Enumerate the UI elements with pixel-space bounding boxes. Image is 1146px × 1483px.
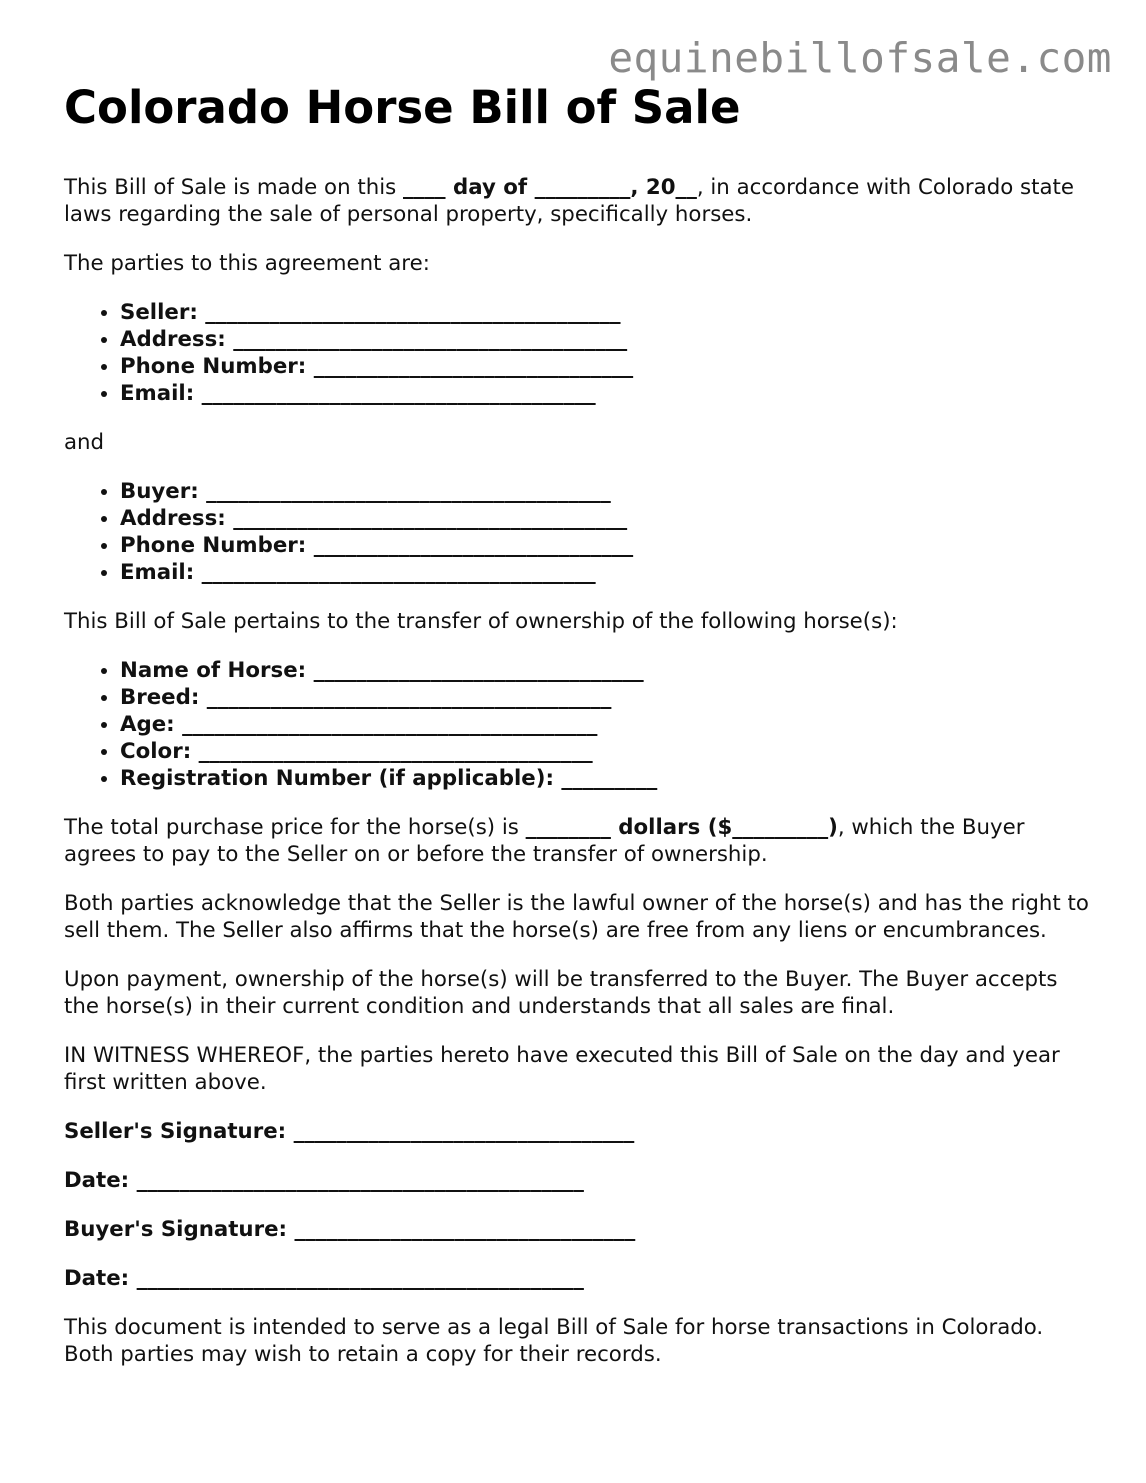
intro-paragraph [64, 174, 1094, 228]
buyer-list [64, 478, 1094, 586]
buyer-phone-blank[interactable]: ______________________________ [306, 533, 634, 558]
price-prefix: The total purchase price for the horse(s) is [64, 815, 526, 840]
field-label: Email: [120, 381, 195, 406]
seller-phone-item [120, 353, 1094, 380]
buyer-email-blank[interactable]: _____________________________________ [194, 560, 596, 585]
buyer-name-blank[interactable]: ______________________________________ [198, 479, 611, 504]
seller-phone-blank[interactable]: ______________________________ [306, 354, 634, 379]
parties-intro: The parties to this agreement are: [64, 251, 430, 276]
seller-name-item [120, 299, 1094, 326]
field-label: Name of Horse: [120, 658, 307, 683]
horse-name-item [120, 657, 1094, 684]
horse-color-blank[interactable]: _____________________________________ [191, 739, 593, 764]
horse-breed-blank[interactable]: ______________________________________ [199, 685, 612, 710]
seller-name-blank[interactable]: _______________________________________ [197, 300, 621, 325]
field-label: Breed: [120, 685, 200, 710]
acknowledge-paragraph: Both parties acknowledge that the Seller is the lawful owner of the horse(s) and has the right to sell them. The Seller also affirms that the horse(s) are free from any liens or encumbrances. [64, 891, 1089, 943]
horse-intro: This Bill of Sale pertains to the transfer of ownership of the following horse(s): [64, 609, 898, 634]
seller-address-item [120, 326, 1094, 353]
horse-name-blank[interactable]: _______________________________ [306, 658, 644, 683]
field-label: Age: [120, 712, 175, 737]
watermark-text: equinebillofsale.com [608, 34, 1112, 82]
month-year-blank[interactable]: _________, 20__ [534, 175, 697, 200]
field-label: Phone Number: [120, 533, 307, 558]
intro-suffix: , in accordance with Colorado state laws regarding the sale of personal property, specifically horses. [64, 175, 1074, 227]
buyer-address-item [120, 505, 1094, 532]
horse-color-item [120, 738, 1094, 765]
horse-registration-item [120, 765, 1094, 792]
seller-date-line[interactable]: Date: __________________________________________ [64, 1168, 584, 1193]
horse-age-item [120, 711, 1094, 738]
field-label: Registration Number (if applicable): [120, 766, 554, 791]
price-words-blank[interactable]: ________ [525, 815, 611, 840]
horse-breed-item [120, 684, 1094, 711]
buyer-name-item [120, 478, 1094, 505]
field-label: Address: [120, 506, 226, 531]
price-dollars-blank[interactable]: dollars ($_________) [610, 815, 838, 840]
seller-address-blank[interactable]: _____________________________________ [225, 327, 628, 352]
field-label: Address: [120, 327, 226, 352]
field-label: Email: [120, 560, 195, 585]
horse-list [64, 657, 1094, 792]
buyer-date-line[interactable]: Date: __________________________________________ [64, 1266, 584, 1291]
price-suffix: , which the Buyer agrees to pay to the Seller on or before the transfer of ownership. [64, 815, 1025, 867]
document-body [64, 82, 1094, 1390]
field-label: Phone Number: [120, 354, 307, 379]
closing-paragraph: This document is intended to serve as a legal Bill of Sale for horse transactions in Colorado. Both parties may wish to retain a copy for their records. [64, 1315, 1044, 1367]
price-paragraph [64, 814, 1094, 868]
witness-paragraph: IN WITNESS WHEREOF, the parties hereto have executed this Bill of Sale on the day and year first written above. [64, 1043, 1060, 1095]
page-title: Colorado Horse Bill of Sale [64, 81, 741, 134]
buyer-address-blank[interactable]: _____________________________________ [225, 506, 628, 531]
and-text: and [64, 430, 105, 455]
field-label: Color: [120, 739, 192, 764]
buyer-signature-line[interactable]: Buyer's Signature: ________________________________ [64, 1217, 636, 1242]
payment-paragraph: Upon payment, ownership of the horse(s) will be transferred to the Buyer. The Buyer accepts the horse(s) in their current condition and understands that all sales are final. [64, 967, 1058, 1019]
field-label: Buyer: [120, 479, 199, 504]
field-label: Seller: [120, 300, 198, 325]
seller-email-item [120, 380, 1094, 407]
day-blank[interactable]: ____ [402, 175, 446, 200]
buyer-phone-item [120, 532, 1094, 559]
seller-list [64, 299, 1094, 407]
buyer-email-item [120, 559, 1094, 586]
horse-age-blank[interactable]: _______________________________________ [174, 712, 598, 737]
seller-email-blank[interactable]: _____________________________________ [194, 381, 596, 406]
intro-prefix: This Bill of Sale is made on this [64, 175, 403, 200]
horse-registration-blank[interactable]: _________ [554, 766, 658, 791]
seller-signature-line[interactable]: Seller's Signature: ________________________________ [64, 1119, 635, 1144]
day-of-text: day of [445, 175, 535, 200]
